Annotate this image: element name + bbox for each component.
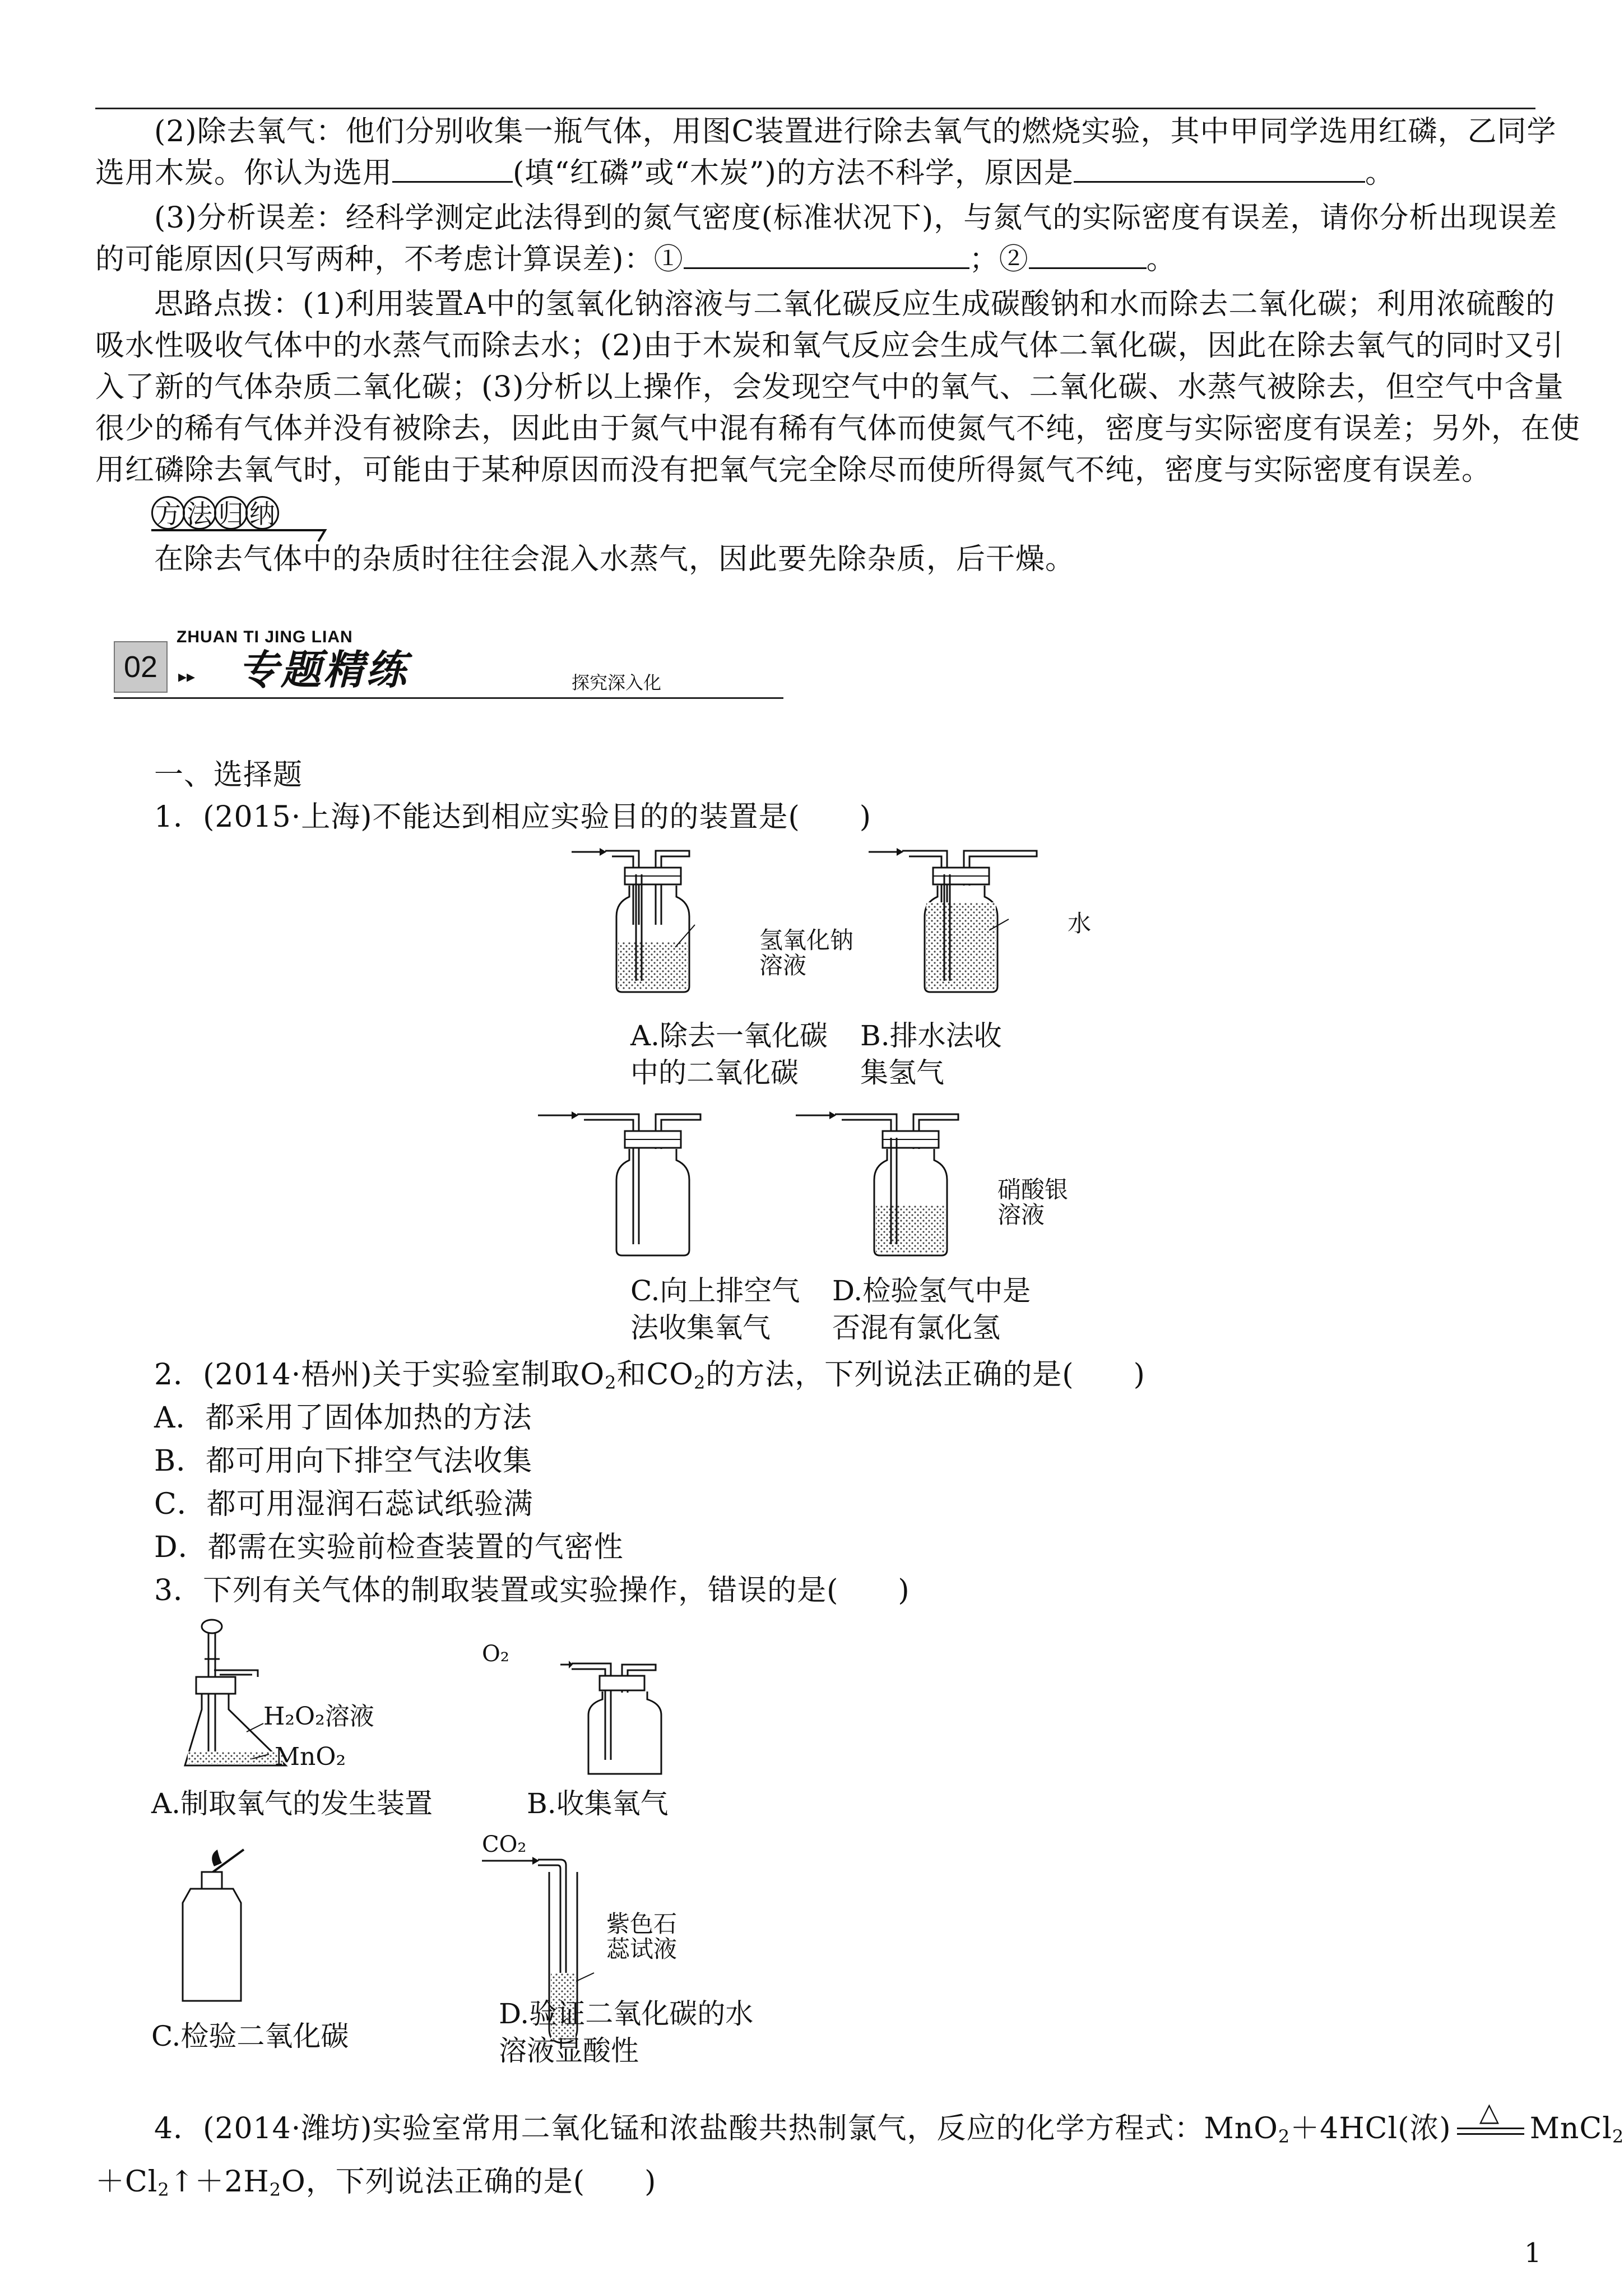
apparatus-c xyxy=(538,1111,700,1255)
q2-stem-a: 2．(2014·梧州)关于实验室制取O xyxy=(154,1358,605,1392)
q3-stem: 3．下列有关气体的制取装置或实验操作，错误的是( ) xyxy=(154,1574,910,1607)
q4-line2-a: ＋Cl xyxy=(95,2165,158,2199)
apparatus-o2-bottle xyxy=(560,1661,661,1774)
label-agno3-1: 硝酸银 xyxy=(997,1176,1069,1203)
label-h2o2: H₂O₂溶液 xyxy=(263,1702,374,1731)
apparatus-flask xyxy=(185,1620,286,1765)
q4-line2-sub1: 2 xyxy=(157,2179,170,2200)
section-number: 02 xyxy=(114,641,168,693)
label-co2: CO₂ xyxy=(482,1832,527,1857)
q4-line2-c: O，下列说法正确的是( ) xyxy=(281,2165,657,2199)
q1-option-c-line1: C.向上排空气 xyxy=(630,1275,800,1307)
apparatus-splint-bottle xyxy=(183,1850,244,2001)
q3-text-a: 的可能原因(只写两种，不考虑计算误差)：① xyxy=(95,243,684,276)
label-mno2: MnO₂ xyxy=(275,1742,346,1771)
q4-line1 xyxy=(154,2096,1624,2158)
method-summary-text: 在除去气体中的杂质时往往会混入水蒸气，因此要先除杂质，后干燥。 xyxy=(154,543,1075,576)
q1-stem: 1．(2015·上海)不能达到相应实验目的的装置是( ) xyxy=(154,800,872,834)
badge-char-2: 法 xyxy=(183,496,216,530)
q4-line1-a: 4．(2014·潍坊)实验室常用二氧化锰和浓盐酸共热制氯气，反应的化学方程式：MnO xyxy=(154,2112,1278,2145)
label-water: 水 xyxy=(1068,910,1092,937)
q3-figures xyxy=(179,1614,964,2040)
q4-line1-c: MnCl xyxy=(1529,2112,1612,2145)
q2-stem-sub2: 2 xyxy=(693,1372,706,1393)
q3-option-d-line1: D.验证二氧化碳的水 xyxy=(499,1998,754,2030)
hint-line1: 思路点拨：(1)利用装置A中的氢氧化钠溶液与二氧化碳反应生成碳酸钠和水而除去二氧化碳；利用浓硫酸的 xyxy=(154,288,1556,321)
part-heading: 一、选择题 xyxy=(154,758,303,792)
section-title: 专题精练 xyxy=(238,646,409,693)
label-agno3-2: 溶液 xyxy=(997,1201,1045,1229)
q3-paragraph-line2 xyxy=(95,238,1176,281)
section-arrow-icon: ▸▸ xyxy=(178,667,196,687)
q3-option-a: A.制取氧气的发生装置 xyxy=(151,1787,433,1820)
top-rule xyxy=(95,108,1535,109)
label-litmus-2: 蕊试液 xyxy=(606,1935,678,1963)
section-latin: ZHUAN TI JING LIAN xyxy=(177,628,353,646)
answer-blank-reason-2[interactable] xyxy=(1029,245,1147,269)
q2-text-c: 。 xyxy=(1365,156,1395,190)
q1-option-d-line2: 否混有氯化氢 xyxy=(832,1311,1000,1344)
q4-line1-sub1: 2 xyxy=(1278,2126,1291,2147)
q1-figures-top xyxy=(560,841,1098,1009)
page-number: 1 xyxy=(1524,2237,1542,2269)
answer-blank-reason[interactable] xyxy=(1074,159,1365,183)
q3-option-d-line2: 溶液显酸性 xyxy=(499,2035,639,2067)
q1-option-a-line2: 中的二氧化碳 xyxy=(630,1056,799,1089)
section-rule xyxy=(114,697,783,699)
badge-char-3: 归 xyxy=(214,496,248,530)
q2-option-b: B．都可用向下排空气法收集 xyxy=(154,1444,533,1478)
q2-text-b: (填“红磷”或“木炭”)的方法不科学，原因是 xyxy=(513,156,1074,190)
q1-option-d-line1: D.检验氢气中是 xyxy=(832,1275,1031,1307)
q4-line2-sub2: 2 xyxy=(269,2179,282,2200)
badge-char-1: 方 xyxy=(151,496,185,530)
heat-equals-sign xyxy=(1451,2096,1530,2148)
q3-text-c: 。 xyxy=(1146,243,1176,276)
method-summary-badge xyxy=(151,496,277,530)
heat-symbol: △ xyxy=(1479,2096,1500,2127)
q3-option-b: B.收集氧气 xyxy=(527,1787,669,1820)
q2-option-a: A．都采用了固体加热的方法 xyxy=(154,1401,532,1435)
q2-paragraph-line2 xyxy=(95,152,1395,194)
label-naoh-1: 氢氧化钠 xyxy=(759,926,854,954)
q2-option-c: C．都可用湿润石蕊试纸验满 xyxy=(154,1487,533,1521)
q1-option-c-line2: 法收集氧气 xyxy=(630,1311,771,1344)
q2-text-a: 选用木炭。你认为选用 xyxy=(95,156,393,190)
q4-line2 xyxy=(95,2161,656,2211)
q1-option-b-line2: 集氢气 xyxy=(860,1056,944,1089)
q3-paragraph-line1: (3)分析误差：经科学测定此法得到的氮气密度(标准状况下)，与氮气的实际密度有误差，请你分析出现误差 xyxy=(154,201,1558,235)
apparatus-a xyxy=(572,848,695,992)
section-subtitle: 探究深入化 xyxy=(572,672,662,693)
q1-option-a-line1: A.除去一氧化碳 xyxy=(630,1019,828,1052)
q4-line1-b: ＋4HCl(浓) xyxy=(1290,2112,1451,2145)
hint-line5: 用红磷除去氧气时，可能由于某种原因而没有把氧气完全除尽而使所得氮气不纯，密度与实际密度有误差。 xyxy=(95,453,1492,487)
q3-option-c: C.检验二氧化碳 xyxy=(151,2020,349,2052)
q4-line2-b: ↑＋2H xyxy=(169,2165,270,2199)
label-o2: O₂ xyxy=(482,1641,509,1667)
badge-char-4: 纳 xyxy=(245,496,279,530)
q3-text-b: ；② xyxy=(969,243,1029,276)
apparatus-d xyxy=(796,1111,958,1255)
hint-line3: 入了新的气体杂质二氧化碳；(3)分析以上操作，会发现空气中的氧气、二氧化碳、水蒸气被除去，但空气中含量 xyxy=(95,370,1564,404)
label-litmus-1: 紫色石 xyxy=(606,1910,678,1938)
hint-line4: 很少的稀有气体并没有被除去，因此由于氮气中混有稀有气体而使氮气不纯，密度与实际密度有误差；另外，在使 xyxy=(95,412,1581,446)
apparatus-b xyxy=(869,848,1037,992)
q2-stem-sub1: 2 xyxy=(605,1372,617,1393)
q4-line1-sub2: 2 xyxy=(1612,2126,1624,2147)
q2-stem-c: 的方法，下列说法正确的是( ) xyxy=(706,1358,1145,1392)
label-naoh-2: 溶液 xyxy=(759,952,807,979)
hint-line2: 吸水性吸收气体中的水蒸气而除去水；(2)由于木炭和氧气反应会生成气体二氧化碳，因此在除去氧气的同时又引 xyxy=(95,329,1564,363)
q2-paragraph-line1: (2)除去氧气：他们分别收集一瓶气体，用图C装置进行除去氧气的燃烧实验，其中甲同学选用红磷，乙同学 xyxy=(154,115,1557,149)
q2-option-d: D．都需在实验前检查装置的气密性 xyxy=(154,1531,624,1564)
answer-blank-choice[interactable] xyxy=(392,159,513,183)
answer-blank-reason-1[interactable] xyxy=(684,245,969,269)
q1-option-b-line1: B.排水法收 xyxy=(860,1019,1002,1052)
q2-stem-b: 和CO xyxy=(616,1358,694,1392)
